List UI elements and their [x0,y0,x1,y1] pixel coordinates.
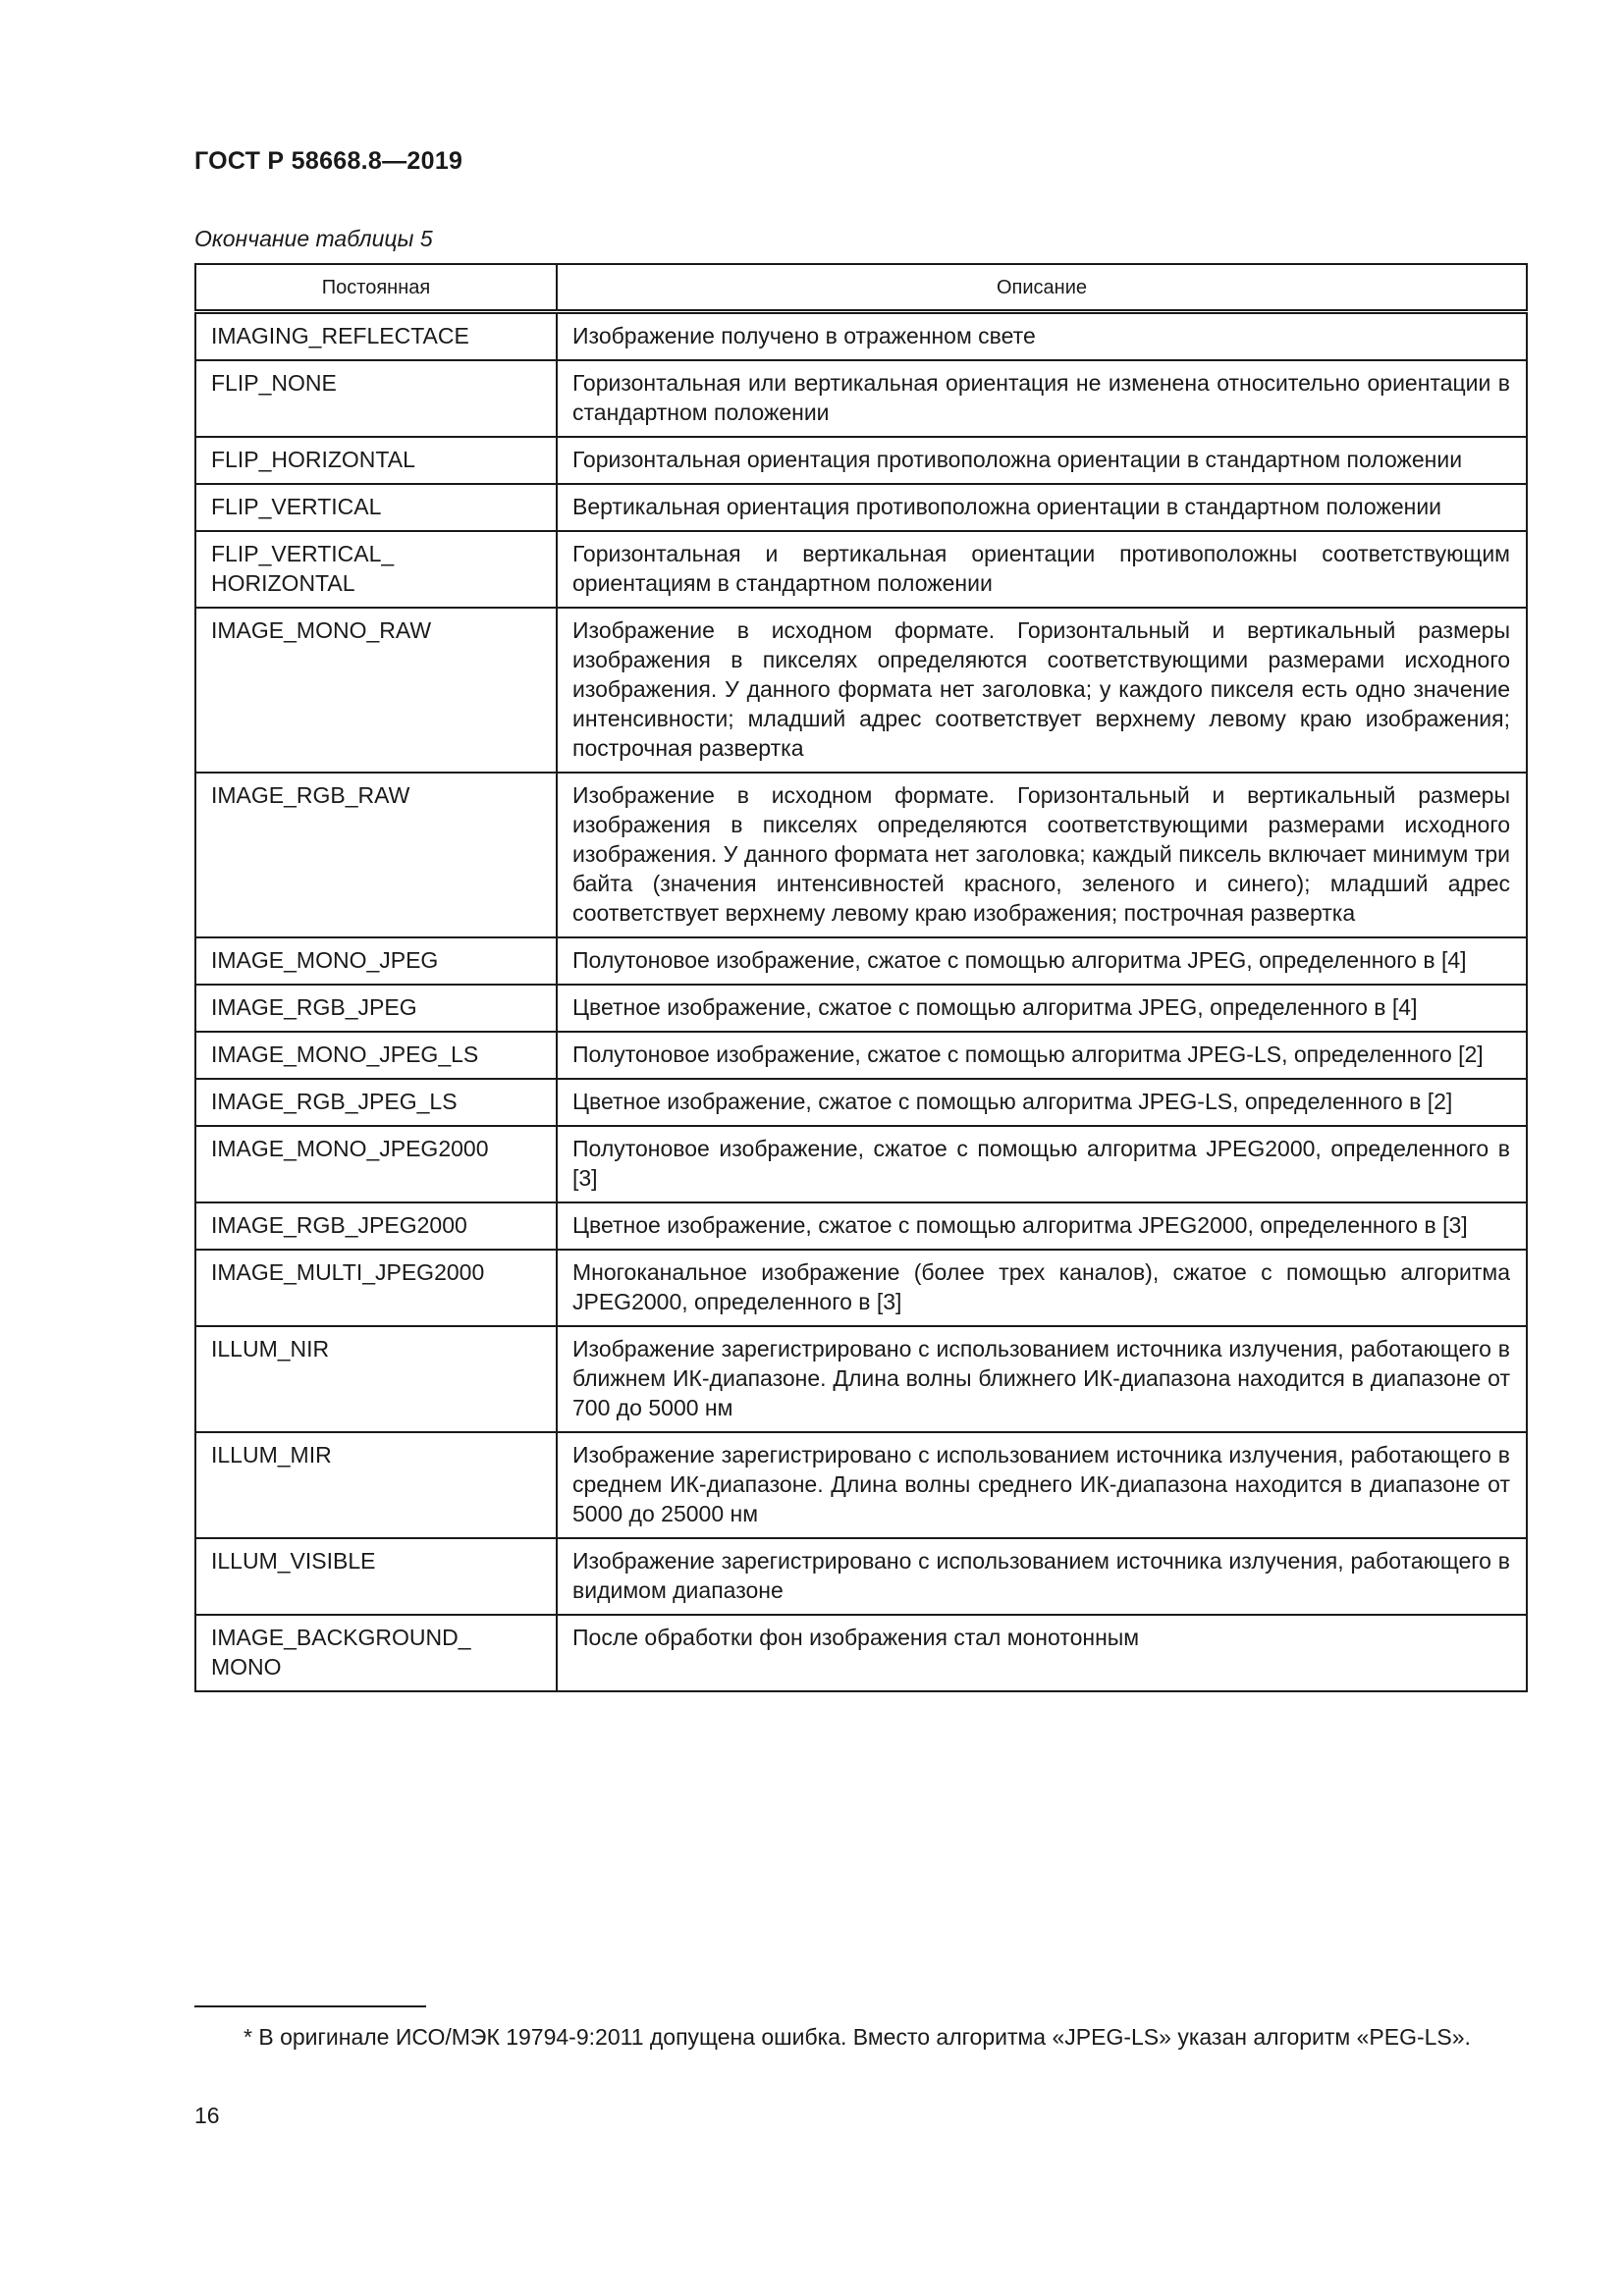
description-cell: Изображение в исходном формате. Горизонтальный и вертикальный размеры изображения в пикселях определяются соответствующими размерами исходного изображения. У данного формата нет заголовка; каждый пиксель включает минимум три байта (значения интенсивностей красного, зеленого и синего); младший адрес соответствует верхнему левому краю изображения; построчная развертка [557,773,1527,937]
description-cell: Изображение зарегистрировано с использованием источника излучения, работающего в ближнем ИК-диапазоне. Длина волны ближнего ИК-диапазона находится в диапазоне от 700 до 5000 нм [557,1326,1527,1432]
constant-cell: ILLUM_VISIBLE [195,1538,557,1615]
constants-table [194,263,1528,1692]
description-cell: Горизонтальная и вертикальная ориентации противоположны соответствующим ориентациям в стандартном положении [557,531,1527,608]
constant-cell: IMAGE_MONO_JPEG2000 [195,1126,557,1202]
table-row [195,437,1527,484]
description-cell: Изображение зарегистрировано с использованием источника излучения, работающего в видимом диапазоне [557,1538,1527,1615]
table-row [195,531,1527,608]
column-header-constant: Постоянная [195,264,557,312]
table-row [195,1202,1527,1250]
constant-cell: FLIP_VERTICAL [195,484,557,531]
page-number: 16 [194,2103,220,2128]
table-row [195,1126,1527,1202]
table-row [195,773,1527,937]
table-row [195,608,1527,773]
constant-cell: IMAGE_RGB_RAW [195,773,557,937]
constant-cell: IMAGE_RGB_JPEG2000 [195,1202,557,1250]
table-row [195,1032,1527,1079]
description-cell: Изображение зарегистрировано с использованием источника излучения, работающего в среднем ИК-диапазоне. Длина волны среднего ИК-диапазона находится в диапазоне от 5000 до 25000 нм [557,1432,1527,1538]
description-cell: Изображение в исходном формате. Горизонтальный и вертикальный размеры изображения в пикселях определяются соответствующими размерами исходного изображения. У данного формата нет заголовка; у каждого пикселя есть одно значение интенсивности; младший адрес соответствует верхнему левому краю изображения; построчная развертка [557,608,1527,773]
description-cell: Полутоновое изображение, сжатое с помощью алгоритма JPEG, определенного в [4] [557,937,1527,985]
description-cell: Вертикальная ориентация противоположна ориентации в стандартном положении [557,484,1527,531]
description-cell: После обработки фон изображения стал монотонным [557,1615,1527,1691]
footnote-divider [194,2005,426,2007]
description-cell: Цветное изображение, сжатое с помощью алгоритма JPEG, определенного в [4] [557,985,1527,1032]
table-row [195,312,1527,361]
constant-cell: IMAGE_BACKGROUND_ MONO [195,1615,557,1691]
constant-cell: IMAGE_MULTI_JPEG2000 [195,1250,557,1326]
table-row [195,937,1527,985]
table-row [195,1326,1527,1432]
constant-cell: IMAGE_RGB_JPEG_LS [195,1079,557,1126]
document-code: ГОСТ Р 58668.8—2019 [194,147,463,175]
constant-cell: IMAGE_MONO_RAW [195,608,557,773]
constant-cell: FLIP_VERTICAL_ HORIZONTAL [195,531,557,608]
description-cell: Полутоновое изображение, сжатое с помощью алгоритма JPEG-LS, определенного [2] [557,1032,1527,1079]
table-row [195,985,1527,1032]
description-cell: Горизонтальная ориентация противоположна ориентации в стандартном положении [557,437,1527,484]
description-cell: Полутоновое изображение, сжатое с помощью алгоритма JPEG2000, определенного в [3] [557,1126,1527,1202]
description-cell: Цветное изображение, сжатое с помощью алгоритма JPEG2000, определенного в [3] [557,1202,1527,1250]
description-cell: Изображение получено в отраженном свете [557,312,1527,361]
constant-cell: ILLUM_NIR [195,1326,557,1432]
column-header-description: Описание [557,264,1527,312]
constant-cell: IMAGE_RGB_JPEG [195,985,557,1032]
table-row [195,1615,1527,1691]
table-row [195,1538,1527,1615]
constant-cell: IMAGE_MONO_JPEG_LS [195,1032,557,1079]
constant-cell: FLIP_NONE [195,360,557,437]
constant-cell: IMAGE_MONO_JPEG [195,937,557,985]
constant-cell: IMAGING_REFLECTACE [195,312,557,361]
constant-cell: ILLUM_MIR [195,1432,557,1538]
table-row [195,1250,1527,1326]
table-row [195,1079,1527,1126]
description-cell: Многоканальное изображение (более трех каналов), сжатое с помощью алгоритма JPEG2000, определенного в [3] [557,1250,1527,1326]
table-row [195,484,1527,531]
description-cell: Цветное изображение, сжатое с помощью алгоритма JPEG-LS, определенного в [2] [557,1079,1527,1126]
table-row [195,360,1527,437]
description-cell: Горизонтальная или вертикальная ориентация не изменена относительно ориентации в стандартном положении [557,360,1527,437]
table-caption: Окончание таблицы 5 [194,226,433,251]
table-row [195,1432,1527,1538]
constant-cell: FLIP_HORIZONTAL [195,437,557,484]
footnote: * В оригинале ИСО/МЭК 19794-9:2011 допущена ошибка. Вместо алгоритма «JPEG-LS» указан алгоритм «PEG-LS». [244,2024,1471,2050]
table-header-row [195,264,1527,312]
